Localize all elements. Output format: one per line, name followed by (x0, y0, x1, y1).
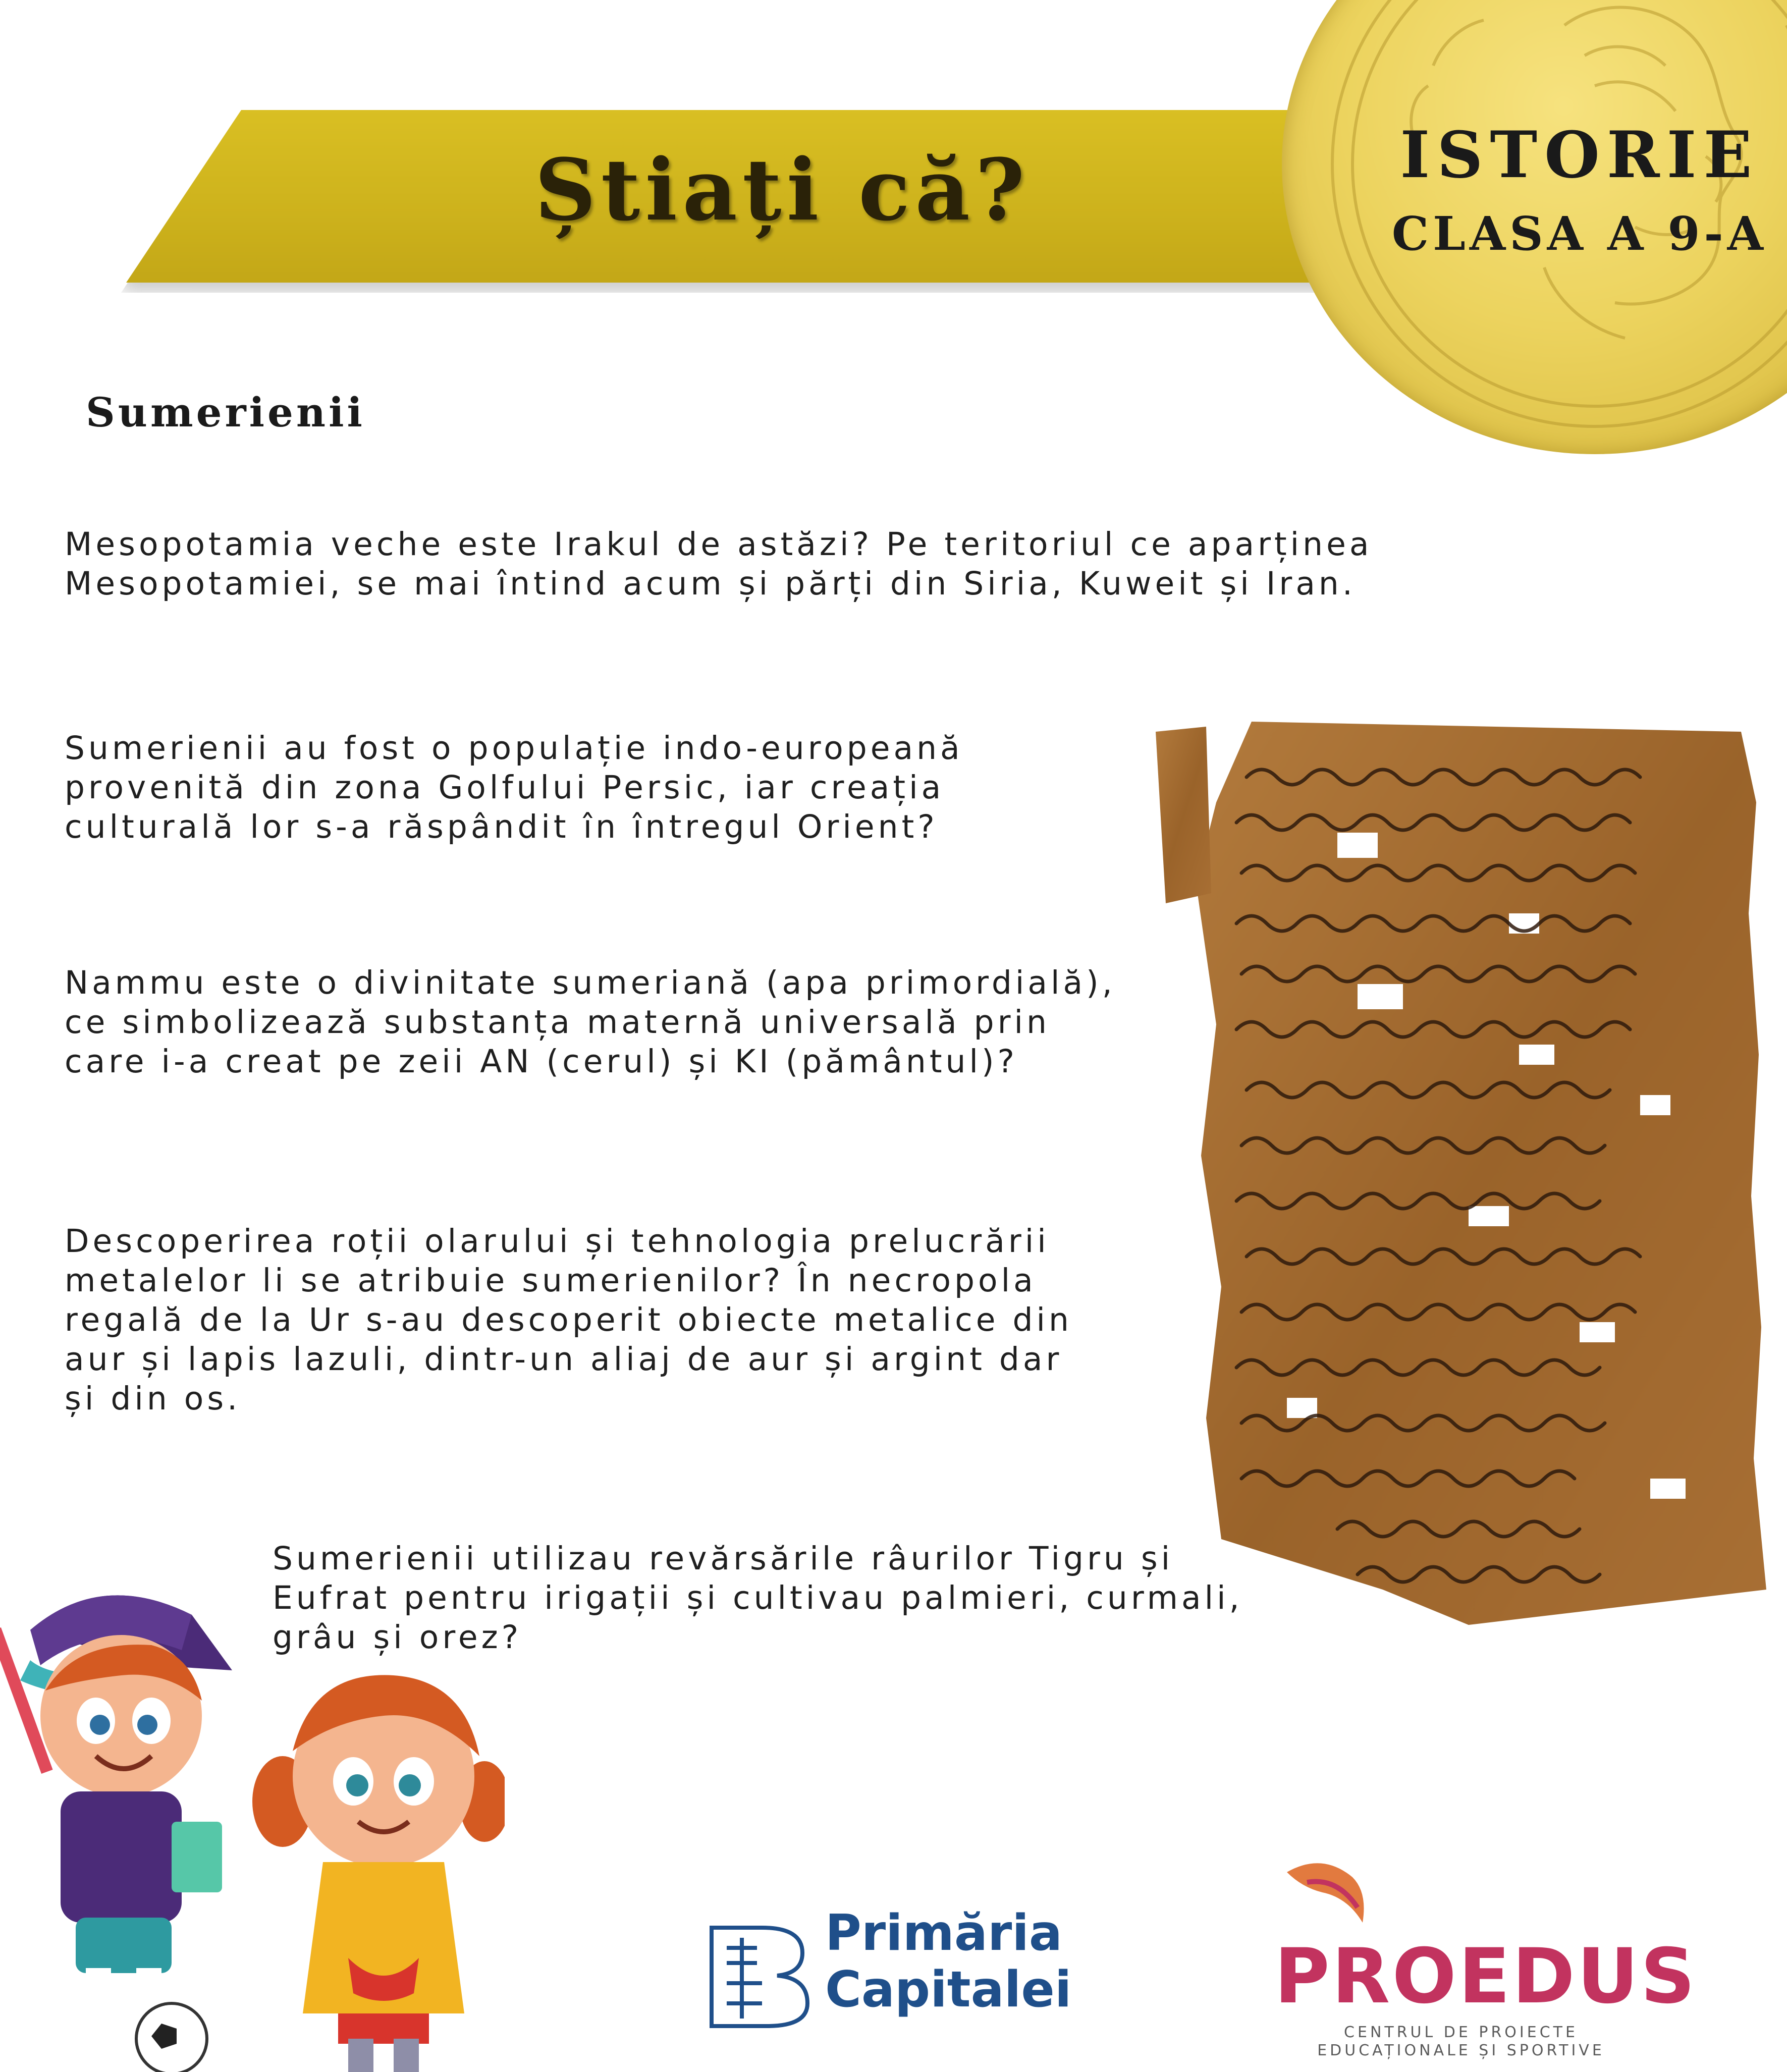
fact-paragraph-3: Nammu este o divinitate sumeriană (apa primordială), ce simbolizează substanța maternă universală prin care i-a creat pe zeii AN (cerul) și KI (pământul)? (65, 964, 1116, 1080)
proedus-logo-text: PROEDUS (1274, 1933, 1697, 2021)
primaria-capitalei-logo-text: Primăria Capitalei (825, 1904, 1072, 2019)
grade-label: CLASA A 9-A (1391, 206, 1768, 261)
page-title: Știați că? (534, 140, 1030, 240)
papyrus-image (1146, 701, 1771, 1630)
primaria-capitalei-logo-icon (701, 1918, 813, 2034)
proedus-tagline: CENTRUL DE PROIECTE EDUCAȚIONALE ȘI SPORTIVE (1317, 2024, 1605, 2059)
section-heading: Sumerienii (86, 389, 365, 436)
proedus-logo-icon (1277, 1857, 1388, 1943)
fact-paragraph-2: Sumerienii au fost o populație indo-europeană provenită din zona Golfului Persic, iar creația culturală lor s-a răspândit în întregul Orient? (65, 730, 963, 845)
fact-paragraph-4: Descoperirea roții olarului și tehnologia prelucrării metalelor li se atribuie sumerienilor? În necropola regală de la Ur s-au descoperit obiecte metalice din aur și lapis lazuli, dintr-un aliaj de aur și argint dar și din os. (65, 1223, 1072, 1417)
children-mascots-illustration (0, 1539, 505, 2072)
boy-mascot (0, 1595, 232, 2072)
fact-paragraph-1: Mesopotamia veche este Irakul de astăzi? Pe teritoriul ce aparținea Mesopotamiei, se mai întind acum și părți din Siria, Kuweit și Iran. (65, 526, 1373, 602)
fact-paragraph-5: Sumerienii utilizau revărsările râurilor Tigru și Eufrat pentru irigații și cultivau palmieri, curmali, grâu și orez? (273, 1540, 1243, 1656)
subject-label: ISTORIE (1400, 118, 1759, 192)
girl-mascot (252, 1675, 505, 2072)
